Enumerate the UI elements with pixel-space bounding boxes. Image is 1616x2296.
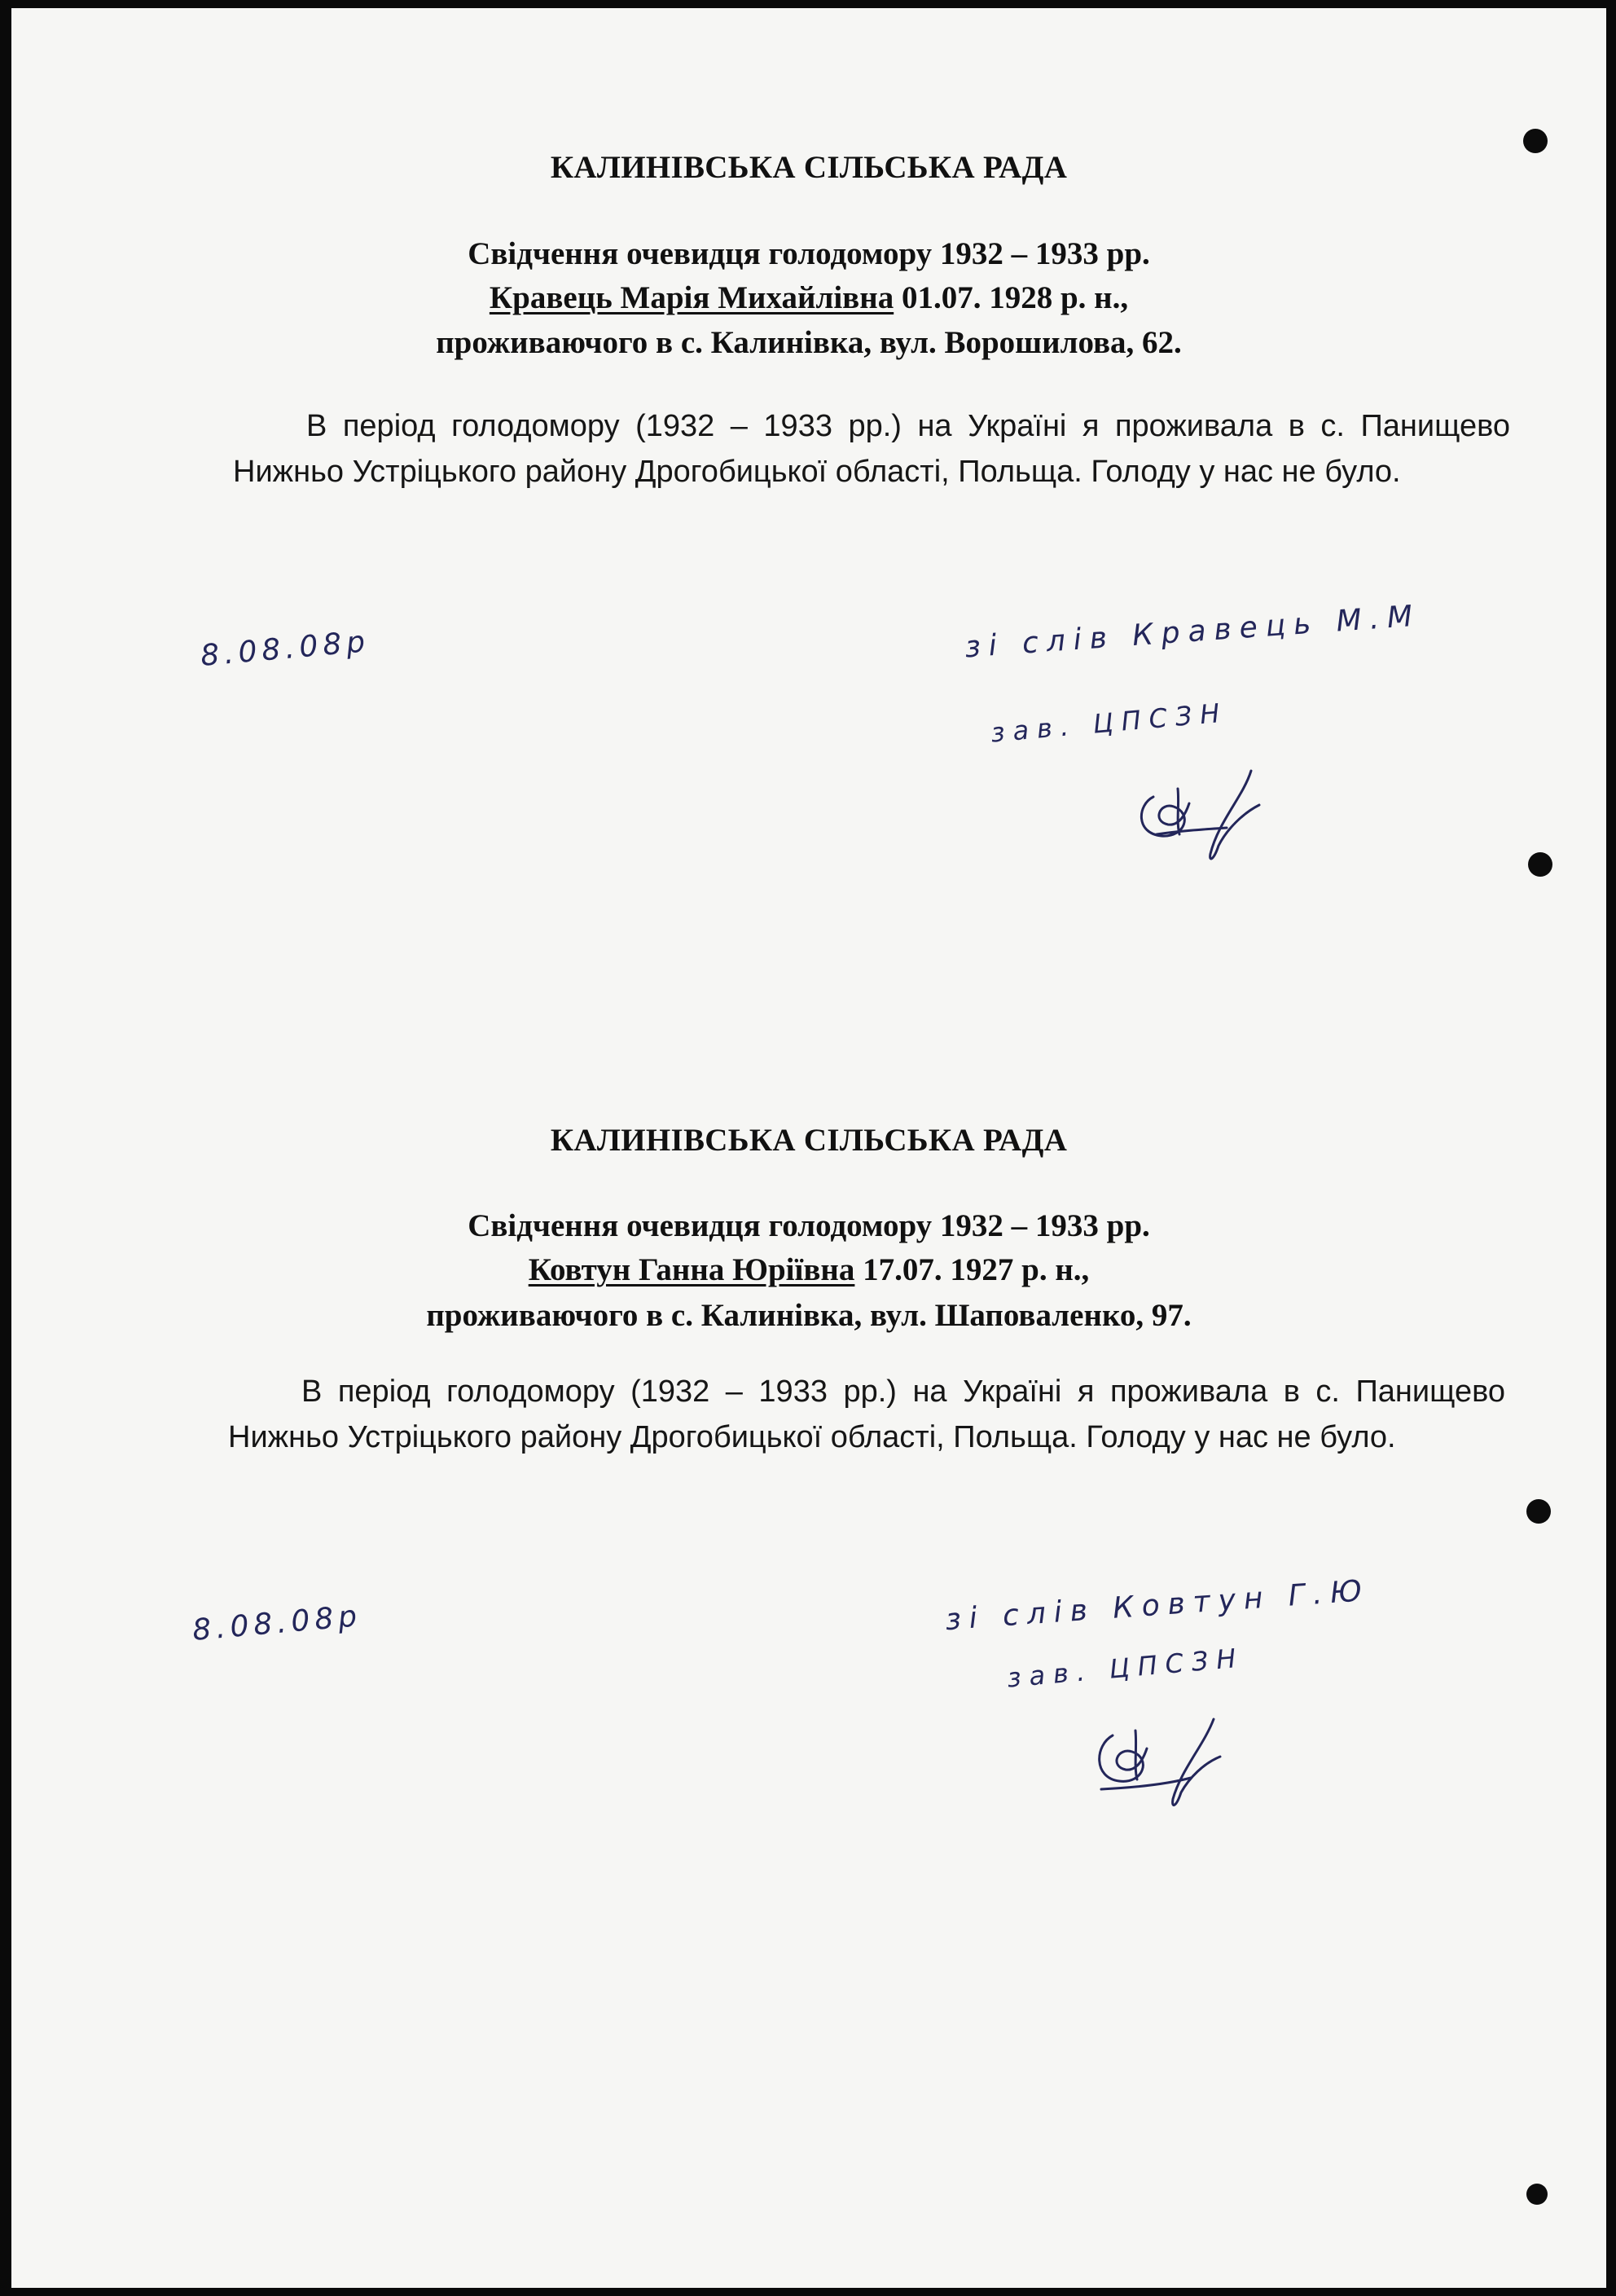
handwritten-from-words: зі слів Ковтун Г.Ю: [944, 1573, 1372, 1638]
testimony-text: [228, 1369, 1505, 1460]
signature: [1129, 756, 1292, 870]
birth-date: 01.07. 1928 р. н.,: [894, 280, 1129, 315]
testimony-heading: Свідчення очевидця голодомору 1932 – 1933 рр.: [468, 1208, 1150, 1243]
signature: [1085, 1703, 1248, 1817]
witness-line: [11, 1248, 1606, 1292]
testimony-paragraph: В період голодомору (1932 – 1933 рр.) на Україні я проживала в с. Панищево Нижньо Устріцького району Дрогобицької області, Польща. Голоду у нас не було.: [233, 409, 1510, 489]
testimony-paragraph: В період голодомору (1932 – 1933 рр.) на Україні я проживала в с. Панищево Нижньо Устріцького району Дрогобицької області, Польща. Голоду у нас не було.: [228, 1375, 1505, 1454]
birth-date: 17.07. 1927 р. н.,: [854, 1252, 1090, 1287]
handwritten-date: 8.08.08р: [199, 625, 371, 673]
handwritten-date: 8.08.08р: [191, 1599, 363, 1647]
residence-line: проживаючого в с. Калинівка, вул. Ворошилова, 62.: [436, 325, 1182, 360]
punch-hole: [1528, 852, 1552, 877]
witness-name: Кравець Марія Михайлівна: [489, 280, 894, 315]
handwritten-position: зав. ЦПСЗН: [989, 697, 1229, 749]
punch-hole: [1526, 2184, 1548, 2205]
handwritten-position: зав. ЦПСЗН: [1005, 1642, 1245, 1694]
punch-hole: [1526, 1499, 1551, 1524]
document-page: [11, 8, 1606, 2288]
residence-line: проживаючого в с. Калинівка, вул. Шаповаленко, 97.: [426, 1298, 1192, 1333]
testimony-text: [233, 403, 1510, 495]
council-header: КАЛИНІВСЬКА СІЛЬСЬКА РАДА: [550, 150, 1068, 185]
testimony-heading: Свідчення очевидця голодомору 1932 – 1933 рр.: [468, 236, 1150, 271]
witness-line: [11, 276, 1606, 320]
handwritten-from-words: зі слів Кравець М.М: [964, 599, 1422, 665]
witness-name: Ковтун Ганна Юріївна: [528, 1252, 855, 1287]
council-header: КАЛИНІВСЬКА СІЛЬСЬКА РАДА: [550, 1123, 1068, 1158]
